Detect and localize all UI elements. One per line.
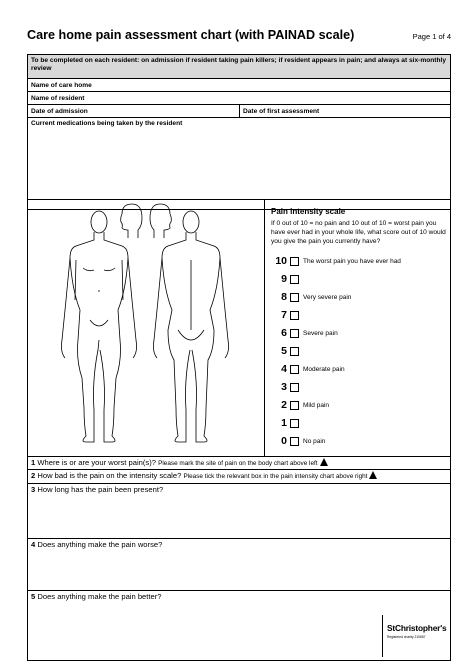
pain-level-checkbox[interactable] bbox=[290, 437, 299, 446]
body-chart[interactable] bbox=[28, 200, 265, 457]
question-1[interactable] bbox=[28, 457, 450, 470]
logo bbox=[382, 615, 448, 657]
pain-level-number: 9 bbox=[281, 273, 287, 285]
pain-level-checkbox[interactable] bbox=[290, 275, 299, 284]
question-note: Please tick the relevant box in the pain intensity chart above right bbox=[183, 473, 368, 480]
body-chart-figure[interactable] bbox=[28, 200, 264, 456]
dates-row bbox=[28, 105, 450, 118]
instructions: To be completed on each resident: on admission if resident taking pain killers; if resident appears in pain; and always at six-monthly review bbox=[28, 55, 450, 79]
question-number: 1 bbox=[31, 458, 36, 467]
pain-level-number: 5 bbox=[281, 345, 287, 357]
pain-level-number: 3 bbox=[281, 381, 287, 393]
pain-level-number: 4 bbox=[281, 363, 287, 375]
question-4[interactable] bbox=[28, 539, 450, 591]
pain-level-6[interactable] bbox=[271, 324, 444, 342]
pain-level-checkbox[interactable] bbox=[290, 257, 299, 266]
question-note: Please mark the site of pain on the body chart above left bbox=[158, 460, 318, 467]
question-3[interactable] bbox=[28, 484, 450, 539]
pain-level-checkbox[interactable] bbox=[290, 329, 299, 338]
pain-level-3[interactable] bbox=[271, 378, 444, 396]
resident-name-field[interactable]: Name of resident bbox=[28, 92, 450, 105]
page-number: Page 1 of 4 bbox=[412, 32, 451, 41]
pain-level-number: 10 bbox=[275, 255, 287, 267]
pain-intensity-panel bbox=[265, 200, 450, 457]
triangle-icon bbox=[320, 458, 328, 466]
pain-scale-description: If 0 out of 10 = no pain and 10 out of 10 = worst pain you have ever had in your whole life, what score out of 10 would you give the pain you currently have? bbox=[271, 220, 446, 245]
pain-level-4[interactable] bbox=[271, 360, 444, 378]
question-number: 3 bbox=[31, 485, 36, 494]
pain-level-number: 8 bbox=[281, 291, 287, 303]
pain-level-label: Moderate pain bbox=[303, 365, 345, 373]
resident-details-form bbox=[27, 54, 451, 210]
pain-level-number: 7 bbox=[281, 309, 287, 321]
pain-level-checkbox[interactable] bbox=[290, 293, 299, 302]
pain-level-checkbox[interactable] bbox=[290, 401, 299, 410]
pain-level-checkbox[interactable] bbox=[290, 347, 299, 356]
logo-name: StChristopher's bbox=[387, 623, 447, 633]
logo-registered-text: Registered charity 210667 bbox=[387, 635, 426, 639]
pain-level-checkbox[interactable] bbox=[290, 383, 299, 392]
pain-level-0[interactable] bbox=[271, 432, 444, 450]
admission-date-field[interactable]: Date of admission bbox=[28, 105, 240, 117]
pain-level-8[interactable] bbox=[271, 288, 444, 306]
pain-level-9[interactable] bbox=[271, 270, 444, 288]
pain-level-7[interactable] bbox=[271, 306, 444, 324]
question-2[interactable] bbox=[28, 470, 450, 484]
pain-scale-title: Pain intensity scale bbox=[271, 207, 346, 216]
pain-level-10[interactable] bbox=[271, 252, 444, 270]
pain-level-label: Mild pain bbox=[303, 401, 330, 409]
pain-level-label: Severe pain bbox=[303, 329, 338, 337]
pain-level-label: The worst pain you have ever had bbox=[303, 257, 401, 265]
question-number: 2 bbox=[31, 471, 36, 480]
pain-level-label: No pain bbox=[303, 437, 326, 445]
side-head-outlines bbox=[121, 204, 172, 238]
pain-level-number: 6 bbox=[281, 327, 287, 339]
pain-level-1[interactable] bbox=[271, 414, 444, 432]
pain-scale-list bbox=[271, 252, 444, 450]
pain-level-number: 1 bbox=[281, 417, 287, 429]
assessment-section bbox=[27, 199, 451, 661]
question-text: Where is or are your worst pain(s)? bbox=[37, 458, 156, 467]
back-body-outline bbox=[153, 211, 228, 442]
pain-level-number: 2 bbox=[281, 399, 287, 411]
pain-level-checkbox[interactable] bbox=[290, 419, 299, 428]
pain-level-5[interactable] bbox=[271, 342, 444, 360]
medications-field[interactable]: Current medications being taken by the resident bbox=[31, 120, 183, 127]
question-text: Does anything make the pain worse? bbox=[37, 540, 163, 549]
pain-level-label: Very severe pain bbox=[303, 293, 352, 301]
question-text: How long has the pain been present? bbox=[37, 485, 164, 494]
page-title: Care home pain assessment chart (with PAINAD scale) bbox=[27, 28, 355, 42]
first-assessment-date-field[interactable]: Date of first assessment bbox=[243, 108, 320, 115]
question-number: 5 bbox=[31, 592, 36, 601]
pain-level-number: 0 bbox=[281, 435, 287, 447]
header bbox=[27, 28, 451, 46]
pain-level-2[interactable] bbox=[271, 396, 444, 414]
question-number: 4 bbox=[31, 540, 36, 549]
pain-level-checkbox[interactable] bbox=[290, 311, 299, 320]
front-body-outline bbox=[61, 211, 136, 442]
care-home-field[interactable]: Name of care home bbox=[28, 79, 450, 92]
question-text: How bad is the pain on the intensity scale? bbox=[37, 471, 182, 480]
triangle-icon bbox=[369, 471, 377, 479]
question-text: Does anything make the pain better? bbox=[37, 592, 162, 601]
pain-level-checkbox[interactable] bbox=[290, 365, 299, 374]
